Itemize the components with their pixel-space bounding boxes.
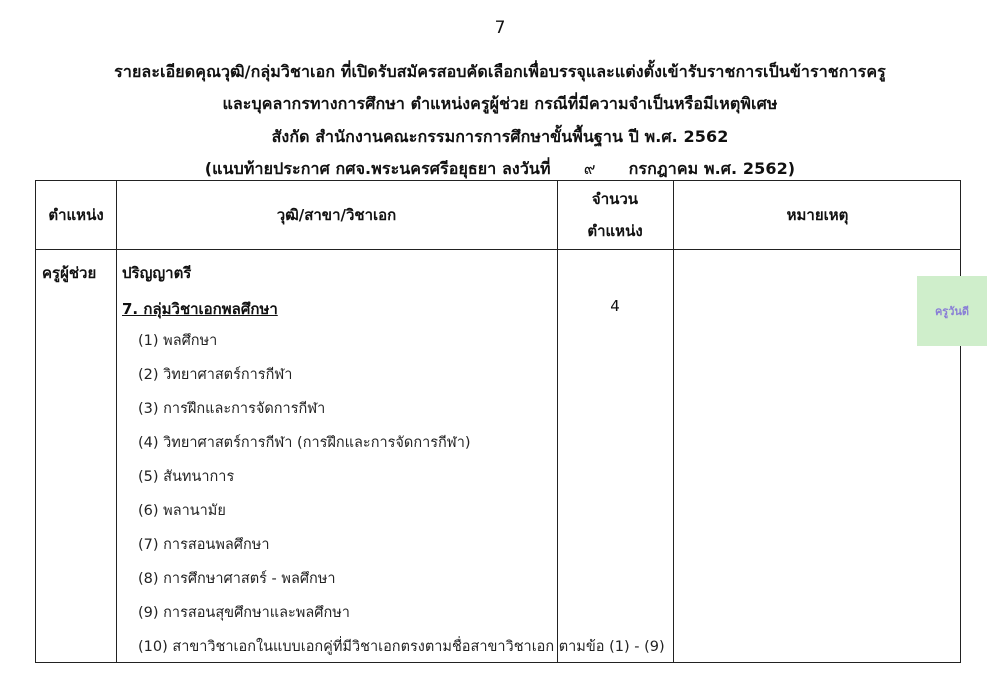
list-item: (2) วิทยาศาสตร์การกีฬา	[138, 367, 293, 383]
list-item: (4) วิทยาศาสตร์การกีฬา (การฝึกและการจัดการกีฬา)	[138, 435, 471, 451]
list-item: (6) พลานามัย	[138, 503, 226, 519]
announcement-day: ๙	[583, 159, 596, 178]
watermark-text: ครูวันดี	[934, 305, 970, 318]
position-value: ครูผู้ช่วย	[42, 264, 97, 282]
header-remark: หมายเหตุ	[786, 206, 849, 224]
list-item: (5) สันทนาการ	[138, 469, 235, 485]
watermark-logo	[917, 276, 987, 346]
group-title: 7. กลุ่มวิชาเอกพลศึกษา	[122, 300, 278, 318]
header-divider	[36, 249, 960, 250]
major-list	[138, 331, 665, 671]
column-divider	[673, 181, 674, 662]
title-line-3: สังกัด สำนักงานคณะกรรมการการศึกษาขั้นพื้นฐาน ปี พ.ศ. 2562	[271, 127, 729, 146]
list-item: (8) การศึกษาศาสตร์ - พลศึกษา	[138, 571, 336, 587]
degree-level: ปริญญาตรี	[122, 264, 192, 282]
title-line-4	[0, 157, 1000, 182]
header-position: ตำแหน่ง	[48, 206, 104, 224]
list-item: (1) พลศึกษา	[138, 333, 218, 349]
attachment-reference: (แนบท้ายประกาศ กศจ.พระนครศรีอยุธยา ลงวันที่	[204, 159, 551, 178]
list-item: (10) สาขาวิชาเอกในแบบเอกคู่ที่มีวิชาเอกตรงตามชื่อสาขาวิชาเอก ตามข้อ (1) - (9)	[138, 639, 665, 655]
title-line-1: รายละเอียดคุณวุฒิ/กลุ่มวิชาเอก ที่เปิดรับสมัครสอบคัดเลือกเพื่อบรรจุและแต่งตั้งเข้ารับราชการเป็นข้าราชการครู	[114, 62, 886, 81]
header-count	[557, 181, 673, 249]
announcement-month-year: กรกฎาคม พ.ศ. 2562)	[628, 159, 796, 178]
list-item: (7) การสอนพลศึกษา	[138, 537, 270, 553]
header-count-line-1: จำนวน	[591, 190, 639, 208]
group-count: 4	[610, 297, 620, 315]
header-count-line-2: ตำแหน่ง	[587, 222, 643, 240]
column-divider	[116, 181, 117, 662]
title-line-2: และบุคลากรทางการศึกษา ตำแหน่งครูผู้ช่วย กรณีที่มีความจำเป็นหรือมีเหตุพิเศษ	[222, 94, 778, 113]
qualification-table	[35, 180, 961, 663]
list-item: (9) การสอนสุขศึกษาและพลศึกษา	[138, 605, 350, 621]
page-number: 7	[494, 18, 506, 38]
list-item: (3) การฝึกและการจัดการกีฬา	[138, 401, 326, 417]
header-degree: วุฒิ/สาขา/วิชาเอก	[276, 206, 397, 224]
